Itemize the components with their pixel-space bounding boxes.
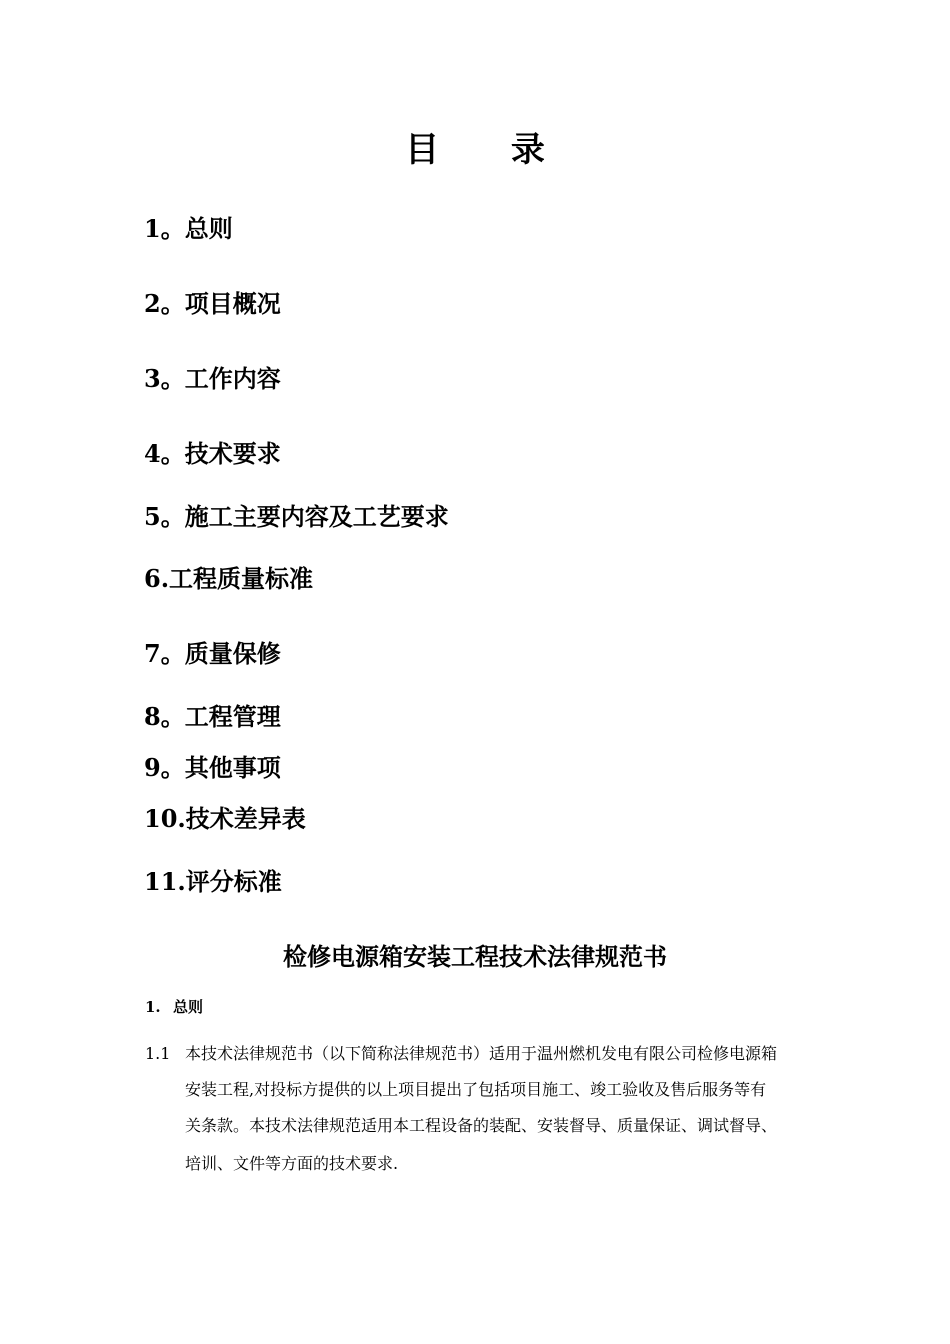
- toc-item-technical-requirements: 4。技术要求: [144, 439, 281, 468]
- document-title: 检修电源箱安装工程技术法律规范书: [283, 942, 667, 971]
- clause-line: 关条款。本技术法律规范适用本工程设备的装配、安装督导、质量保证、调试督导、: [185, 1116, 778, 1135]
- section-title: 总则: [173, 998, 204, 1016]
- clause-number: 1.1: [145, 1044, 171, 1063]
- toc-item-quality-warranty: 7。质量保修: [144, 639, 281, 668]
- toc-item-construction-content: 5。施工主要内容及工艺要求: [144, 502, 449, 531]
- clause-line: 本技术法律规范书（以下简称法律规范书）适用于温州燃机发电有限公司检修电源箱: [185, 1044, 778, 1063]
- toc-item-quality-standards: 6.工程质量标准: [144, 564, 314, 593]
- toc-title: 目 录: [405, 130, 575, 170]
- section-heading: [145, 996, 203, 1018]
- section-number: 1.: [145, 998, 161, 1016]
- clause-line: 培训、文件等方面的技术要求.: [185, 1154, 399, 1173]
- toc-item-scoring-criteria: 11.评分标准: [144, 867, 282, 896]
- toc-item-general: 1。总则: [144, 214, 233, 243]
- toc-item-technical-deviation-table: 10.技术差异表: [144, 804, 306, 833]
- toc-item-work-content: 3。工作内容: [144, 364, 281, 393]
- toc-item-other-matters: 9。其他事项: [144, 753, 281, 782]
- clause-line: 安装工程,对投标方提供的以上项目提出了包括项目施工、竣工验收及售后服务等有: [185, 1080, 767, 1099]
- toc-item-project-overview: 2。项目概况: [144, 289, 281, 318]
- toc-item-project-management: 8。工程管理: [144, 702, 281, 731]
